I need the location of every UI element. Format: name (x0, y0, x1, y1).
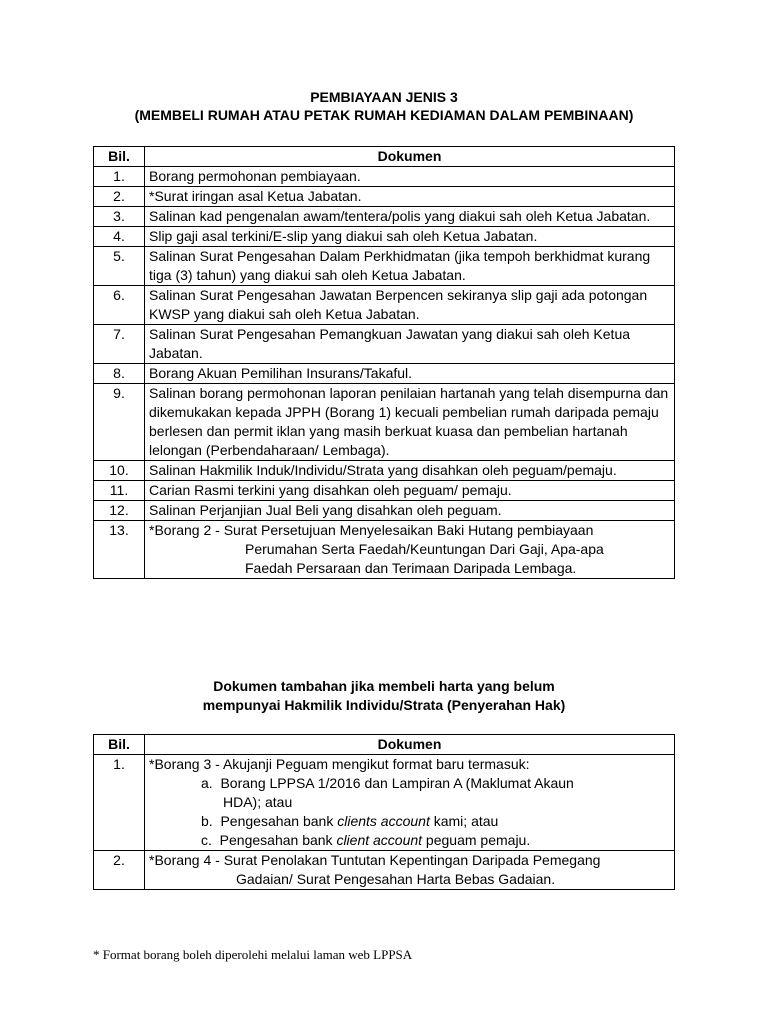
row-document: Salinan Perjanjian Jual Beli yang disahkan oleh peguam. (145, 501, 675, 521)
sub-item-text-cont: HDA); atau (223, 794, 293, 810)
sub-item-list (149, 774, 670, 850)
row-document-line: *Borang 2 - Surat Persetujuan Menyelesaikan Baki Hutang pembiayaan (149, 522, 594, 538)
column-header-dokumen: Dokumen (145, 735, 675, 755)
table-row (94, 461, 675, 481)
table-row (94, 207, 675, 227)
row-number: 3. (94, 207, 145, 227)
documents-table (93, 146, 675, 579)
table-row (94, 501, 675, 521)
column-header-bil: Bil. (94, 735, 145, 755)
sub-item-c (149, 831, 670, 850)
row-document: Salinan kad pengenalan awam/tentera/polis yang diakui sah oleh Ketua Jabatan. (145, 207, 675, 227)
row-number: 11. (94, 481, 145, 501)
table-row (94, 187, 675, 207)
row-number: 7. (94, 325, 145, 364)
table-row (94, 384, 675, 461)
row-number: 9. (94, 384, 145, 461)
sub-item-b (149, 812, 670, 831)
table-row (94, 167, 675, 187)
row-number: 1. (94, 755, 145, 851)
row-document: Salinan Surat Pengesahan Pemangkuan Jawatan yang diakui sah oleh Ketua Jabatan. (145, 325, 675, 364)
row-number: 8. (94, 364, 145, 384)
row-document-line: *Borang 4 - Surat Penolakan Tuntutan Kepentingan Daripada Pemegang (149, 852, 601, 868)
column-header-dokumen: Dokumen (145, 147, 675, 167)
sub-item-label: b. (201, 813, 213, 829)
row-document: Borang Akuan Pemilihan Insurans/Takaful. (145, 364, 675, 384)
row-document: *Surat iringan asal Ketua Jabatan. (145, 187, 675, 207)
table-row (94, 364, 675, 384)
row-number: 5. (94, 247, 145, 286)
row-document (145, 755, 675, 851)
row-document: Slip gaji asal terkini/E-slip yang diakui sah oleh Ketua Jabatan. (145, 227, 675, 247)
sub-item-text: kami; atau (429, 813, 499, 829)
row-number: 13. (94, 521, 145, 579)
row-document: Carian Rasmi terkini yang disahkan oleh peguam/ pemaju. (145, 481, 675, 501)
sub-item-label: c. (201, 832, 212, 848)
column-header-bil: Bil. (94, 147, 145, 167)
sub-item-text: Pengesahan bank (219, 832, 337, 848)
row-document-line: Perumahan Serta Faedah/Keuntungan Dari Gaji, Apa-apa (245, 541, 604, 557)
additional-documents-table (93, 734, 675, 890)
table-row (94, 227, 675, 247)
row-document: Salinan Hakmilik Induk/Individu/Strata yang disahkan oleh peguam/pemaju. (145, 461, 675, 481)
table-row (94, 325, 675, 364)
row-document: Salinan Surat Pengesahan Dalam Perkhidmatan (jika tempoh berkhidmat kurang tiga (3) tahun) yang diakui sah oleh Ketua Jabatan. (145, 247, 675, 286)
sub-item-text: Borang LPPSA 1/2016 dan Lampiran A (Maklumat Akaun (220, 775, 574, 791)
table-header-row (94, 735, 675, 755)
table-row (94, 481, 675, 501)
row-document: Borang permohonan pembiayaan. (145, 167, 675, 187)
table-header-row (94, 147, 675, 167)
sub-item-emphasis: clients account (337, 813, 430, 829)
row-document-line: Gadaian/ Surat Pengesahan Harta Bebas Gadaian. (236, 871, 556, 887)
row-number: 6. (94, 286, 145, 325)
row-number: 10. (94, 461, 145, 481)
sub-item-emphasis: client account (336, 832, 423, 848)
footnote: * Format borang boleh diperolehi melalui laman web LPPSA (93, 947, 413, 962)
row-number: 2. (94, 187, 145, 207)
row-document-intro: *Borang 3 - Akujanji Peguam mengikut format baru termasuk: (149, 756, 530, 772)
row-document: Salinan borang permohonan laporan penilaian hartanah yang telah disempurna dan dikemukakan kepada JPPH (Borang 1) kecuali pembelian rumah daripada pemaju berlesen dan permit iklan yang masih berkuat kuasa dan pembelian hartanah lelongan (Perbendaharaan/ Lembaga). (145, 384, 675, 461)
table-row (94, 286, 675, 325)
row-number: 12. (94, 501, 145, 521)
row-number: 4. (94, 227, 145, 247)
row-document (145, 851, 675, 890)
row-document (145, 521, 675, 579)
page-title: PEMBIAYAAN JENIS 3 (310, 89, 458, 105)
table-row (94, 755, 675, 851)
row-number: 1. (94, 167, 145, 187)
table-row (94, 521, 675, 579)
sub-item-a (149, 774, 670, 812)
section-heading-line2: mempunyai Hakmilik Individu/Strata (Penyerahan Hak) (202, 697, 566, 713)
sub-item-text: peguam pemaju. (422, 832, 531, 848)
page-subtitle: (MEMBELI RUMAH ATAU PETAK RUMAH KEDIAMAN DALAM PEMBINAAN) (134, 107, 634, 123)
section-heading: Dokumen tambahan jika membeli harta yang belum (213, 678, 555, 694)
table-row (94, 247, 675, 286)
sub-item-label: a. (201, 775, 213, 791)
table-row (94, 851, 675, 890)
row-document-line: Faedah Persaraan dan Terimaan Daripada Lembaga. (245, 560, 577, 576)
sub-item-text: Pengesahan bank (220, 813, 338, 829)
row-document: Salinan Surat Pengesahan Jawatan Berpencen sekiranya slip gaji ada potongan KWSP yang diakui sah oleh Ketua Jabatan. (145, 286, 675, 325)
row-number: 2. (94, 851, 145, 890)
